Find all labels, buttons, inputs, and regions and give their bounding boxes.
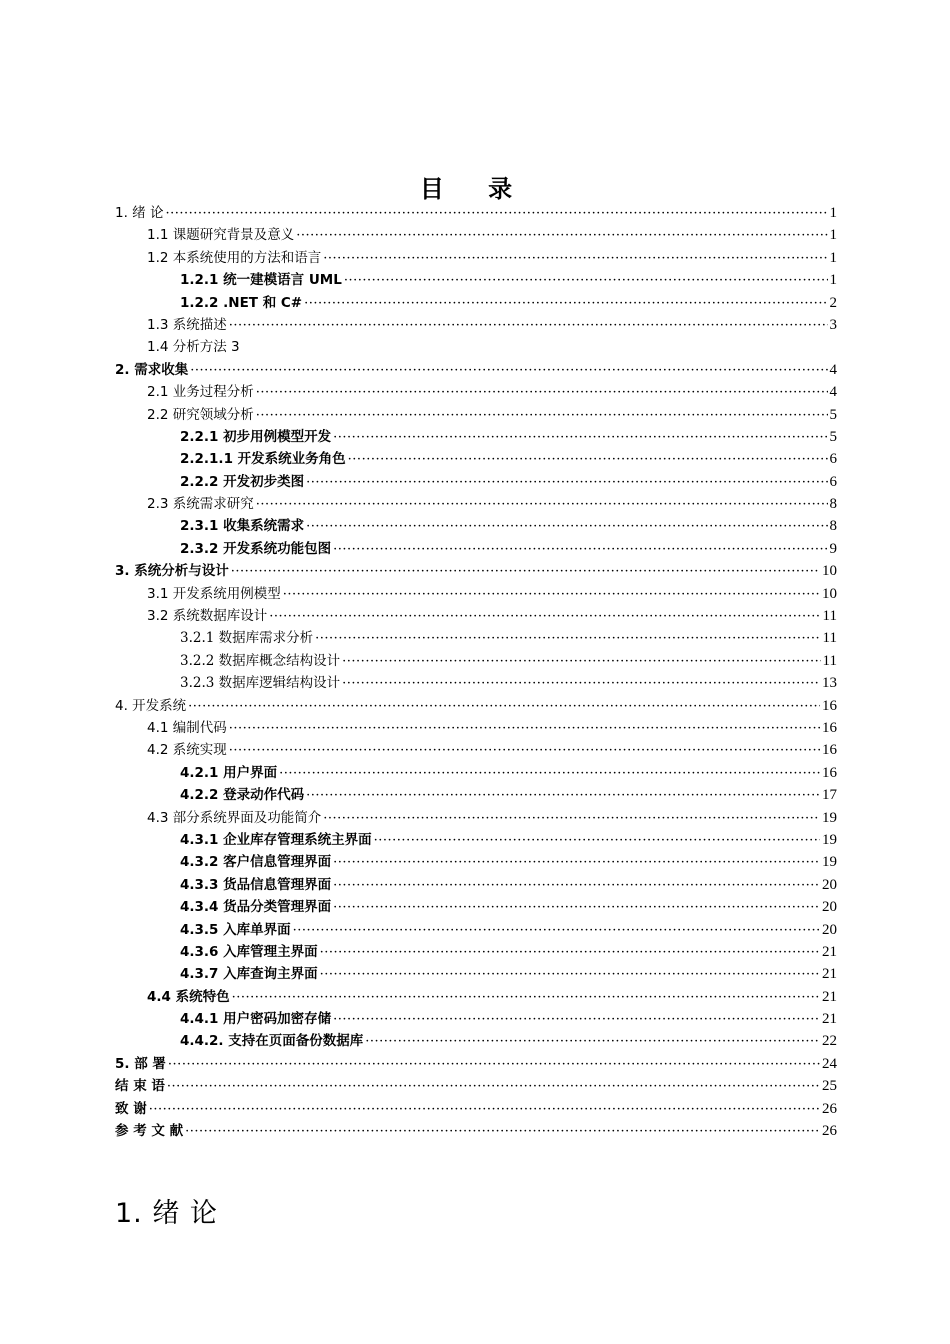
toc-entry-label: 2.3.2 开发系统功能包图 [180, 540, 332, 557]
toc-entry[interactable] [115, 471, 837, 493]
toc-entry-label: 2.2.1.1 开发系统业务角色 [180, 451, 346, 468]
toc-entry-page: 19 [822, 809, 837, 826]
toc-entry[interactable] [115, 336, 837, 358]
toc-entry-page: 24 [822, 1055, 837, 1072]
toc-entry[interactable] [115, 404, 837, 426]
toc-title: 目 录 [419, 175, 531, 203]
toc-entry[interactable] [115, 807, 837, 829]
toc-dot-leader [185, 1121, 820, 1143]
toc-dot-leader [229, 315, 828, 337]
toc-entry[interactable] [115, 583, 837, 605]
toc-entry-label: 4.4 系统特色 [147, 988, 230, 1005]
toc-dot-leader [342, 673, 820, 695]
toc-entry-label: 4.3.4 货品分类管理界面 [180, 899, 332, 916]
toc-entry[interactable] [115, 896, 837, 918]
toc-entry-label: 4.3.7 入库查询主界面 [180, 966, 318, 983]
toc-entry-page: 16 [822, 764, 837, 781]
toc-entry-label: 4.4.1 用户密码加密存储 [180, 1011, 332, 1028]
toc-entry-label: 4.2.1 用户界面 [180, 764, 278, 781]
toc-entry[interactable] [115, 695, 837, 717]
toc-entry-label: 3.2 系统数据库设计 [147, 608, 268, 625]
toc-entry-label: 3.2.1 数据库需求分析 [180, 630, 314, 647]
toc-entry[interactable] [115, 224, 837, 246]
toc-entry-page: 4 [829, 384, 837, 401]
toc-entry-page: 1 [829, 249, 837, 266]
toc-entry[interactable] [115, 493, 837, 515]
toc-entry-label: 4.3.3 货品信息管理界面 [180, 876, 332, 893]
toc-entry[interactable] [115, 605, 837, 627]
toc-entry-label: 1.1 课题研究背景及意义 [147, 227, 295, 244]
toc-entry-label: 1. 绪 论 [115, 205, 164, 221]
toc-entry[interactable] [115, 1120, 837, 1142]
toc-entry-page: 20 [822, 899, 837, 916]
toc-entry-page: 10 [822, 563, 837, 580]
toc-entry-page: 9 [829, 540, 837, 557]
toc-entry-page: 22 [822, 1033, 837, 1050]
toc-entry-label: 2.1 业务过程分析 [147, 384, 254, 401]
toc-entry[interactable] [115, 292, 837, 314]
toc-entry-page: 26 [822, 1123, 837, 1140]
toc-entry-page: 3 [829, 316, 837, 333]
toc-entry-label: 2.2 研究领域分析 [147, 406, 254, 423]
toc-entry[interactable] [115, 762, 837, 784]
toc-entry-page: 1 [829, 227, 837, 244]
toc-entry-label: 4. 开发系统 [115, 697, 187, 714]
toc-entry-label: 4.3 部分系统界面及功能简介 [147, 809, 322, 826]
toc-entry-label: 1.2.2 .NET 和 C# [180, 294, 303, 311]
toc-entry[interactable] [115, 448, 837, 470]
toc-entry-page: 20 [822, 876, 837, 893]
toc-dot-leader [323, 248, 827, 270]
toc-entry-label: 1.2.1 统一建模语言 UML [180, 272, 342, 289]
toc-dot-leader [320, 964, 820, 986]
section-heading: 1. 绪 论 [115, 1198, 218, 1229]
toc-dot-leader [306, 785, 820, 807]
toc-entry-page: 6 [829, 451, 837, 468]
toc-entry[interactable] [115, 739, 837, 761]
toc-entry-label: 1.4 分析方法 3 [147, 339, 240, 356]
toc-entry-label: 4.1 编制代码 [147, 719, 227, 736]
toc-entry-page: 13 [822, 675, 837, 692]
toc-dot-leader [320, 942, 820, 964]
toc-dot-leader [149, 1099, 820, 1121]
toc-dot-leader [229, 718, 820, 740]
toc-entry-page: 17 [822, 787, 837, 804]
toc-entry[interactable] [115, 717, 837, 739]
toc-dot-leader [344, 270, 828, 292]
toc-entry[interactable] [115, 784, 837, 806]
toc-dot-leader [232, 987, 820, 1009]
toc-dot-leader [348, 449, 828, 471]
toc-entry-label: 3.2.2 数据库概念结构设计 [180, 652, 341, 669]
toc-dot-leader [296, 225, 827, 247]
toc-entry[interactable] [115, 381, 837, 403]
toc-dot-leader [256, 494, 828, 516]
toc-dot-leader [231, 561, 820, 583]
toc-dot-leader [315, 628, 820, 650]
toc-entry-page: 21 [822, 1011, 837, 1028]
toc-entry-page: 2 [829, 294, 837, 311]
toc-dot-leader [342, 651, 820, 673]
toc-entry[interactable] [115, 650, 837, 672]
toc-entry-page: 8 [829, 496, 837, 513]
toc-entry[interactable] [115, 515, 837, 537]
toc-entry-label: 1.2 本系统使用的方法和语言 [147, 249, 322, 266]
toc-entry[interactable] [115, 359, 837, 381]
toc-entry[interactable] [115, 1030, 837, 1052]
toc-entry-page: 11 [822, 630, 837, 647]
toc-entry[interactable] [115, 851, 837, 873]
toc-dot-leader [167, 1076, 820, 1098]
toc-dot-leader [374, 830, 820, 852]
toc-entry-label: 2.2.2 开发初步类图 [180, 473, 305, 490]
toc-entry[interactable] [115, 1008, 837, 1030]
toc-entry-page: 20 [822, 921, 837, 938]
toc-entry-page: 16 [822, 742, 837, 759]
toc-entry-label: 2.2.1 初步用例模型开发 [180, 428, 332, 445]
toc-entry-label: 3. 系统分析与设计 [115, 563, 229, 580]
toc-entry-page: 21 [822, 988, 837, 1005]
toc-dot-leader [256, 405, 828, 427]
toc-entry-label: 结 束 语 [115, 1078, 165, 1095]
toc-entry-label: 致 谢 [115, 1100, 147, 1117]
toc-dot-leader [306, 516, 827, 538]
toc-entry-label: 3.2.3 数据库逻辑结构设计 [180, 675, 341, 692]
toc-dot-leader [229, 740, 820, 762]
toc-dot-leader [333, 1009, 820, 1031]
toc-entry[interactable] [115, 919, 837, 941]
toc-entry[interactable] [115, 426, 837, 448]
toc-entry[interactable] [115, 874, 837, 896]
toc-entry-page: 16 [822, 719, 837, 736]
toc-entry-page: 11 [822, 652, 837, 669]
toc-dot-leader [256, 382, 828, 404]
toc-entry-page: 5 [829, 428, 837, 445]
toc-entry-label: 4.3.5 入库单界面 [180, 921, 291, 938]
toc-entry-page: 16 [822, 697, 837, 714]
toc-entry[interactable] [115, 538, 837, 560]
toc-dot-leader [188, 696, 820, 718]
toc-entry-label: 4.2 系统实现 [147, 742, 227, 759]
toc-dot-leader [293, 920, 820, 942]
table-of-contents [115, 202, 837, 1142]
toc-entry-page: 21 [822, 943, 837, 960]
toc-dot-leader [323, 808, 820, 830]
toc-dot-leader [165, 203, 827, 225]
toc-entry-label: 1.3 系统描述 [147, 316, 227, 333]
toc-entry-page: 19 [822, 831, 837, 848]
toc-dot-leader [190, 360, 827, 382]
toc-entry-label: 4.3.1 企业库存管理系统主界面 [180, 831, 372, 848]
toc-entry[interactable] [115, 202, 837, 224]
toc-dot-leader [333, 427, 827, 449]
toc-entry[interactable] [115, 986, 837, 1008]
toc-dot-leader [168, 1054, 820, 1076]
toc-entry-page: 4 [829, 361, 837, 378]
toc-dot-leader [269, 606, 820, 628]
toc-entry-page: 11 [822, 608, 837, 625]
toc-dot-leader [333, 897, 820, 919]
toc-entry-page: 19 [822, 854, 837, 871]
toc-dot-leader [283, 584, 820, 606]
toc-entry[interactable] [115, 247, 837, 269]
toc-entry-label: 4.3.2 客户信息管理界面 [180, 854, 332, 871]
toc-entry-page: 1 [829, 272, 837, 289]
toc-entry[interactable] [115, 941, 837, 963]
toc-entry[interactable] [115, 1098, 837, 1120]
toc-dot-leader [365, 1031, 820, 1053]
toc-entry-label: 4.2.2 登录动作代码 [180, 787, 305, 804]
toc-entry-label: 4.3.6 入库管理主界面 [180, 943, 318, 960]
toc-entry-label: 5. 部 署 [115, 1055, 166, 1072]
toc-dot-leader [333, 852, 820, 874]
toc-entry[interactable] [115, 314, 837, 336]
toc-entry-page: 26 [822, 1100, 837, 1117]
toc-dot-leader [279, 763, 820, 785]
toc-entry[interactable] [115, 560, 837, 582]
toc-entry-label: 2. 需求收集 [115, 361, 189, 378]
toc-entry-label: 2.3.1 收集系统需求 [180, 518, 305, 535]
toc-entry[interactable] [115, 672, 837, 694]
toc-entry-label: 4.4.2. 支持在页面备份数据库 [180, 1033, 364, 1050]
toc-entry[interactable] [115, 627, 837, 649]
toc-entry[interactable] [115, 829, 837, 851]
toc-dot-leader [333, 875, 820, 897]
toc-entry-page: 10 [822, 585, 837, 602]
toc-entry-page: 8 [829, 518, 837, 535]
toc-entry-label: 3.1 开发系统用例模型 [147, 585, 281, 602]
toc-entry-label: 参 考 文 献 [115, 1123, 184, 1140]
toc-dot-leader [304, 293, 827, 315]
toc-entry[interactable] [115, 1075, 837, 1097]
toc-entry[interactable] [115, 1053, 837, 1075]
toc-entry-label: 2.3 系统需求研究 [147, 496, 254, 513]
toc-entry-page: 6 [829, 473, 837, 490]
toc-entry[interactable] [115, 269, 837, 291]
toc-entry-page: 5 [829, 406, 837, 423]
toc-entry[interactable] [115, 963, 837, 985]
toc-entry-page: 1 [829, 205, 837, 221]
toc-entry-page: 25 [822, 1078, 837, 1095]
toc-dot-leader [306, 472, 827, 494]
toc-entry-page: 21 [822, 966, 837, 983]
toc-dot-leader [333, 539, 827, 561]
